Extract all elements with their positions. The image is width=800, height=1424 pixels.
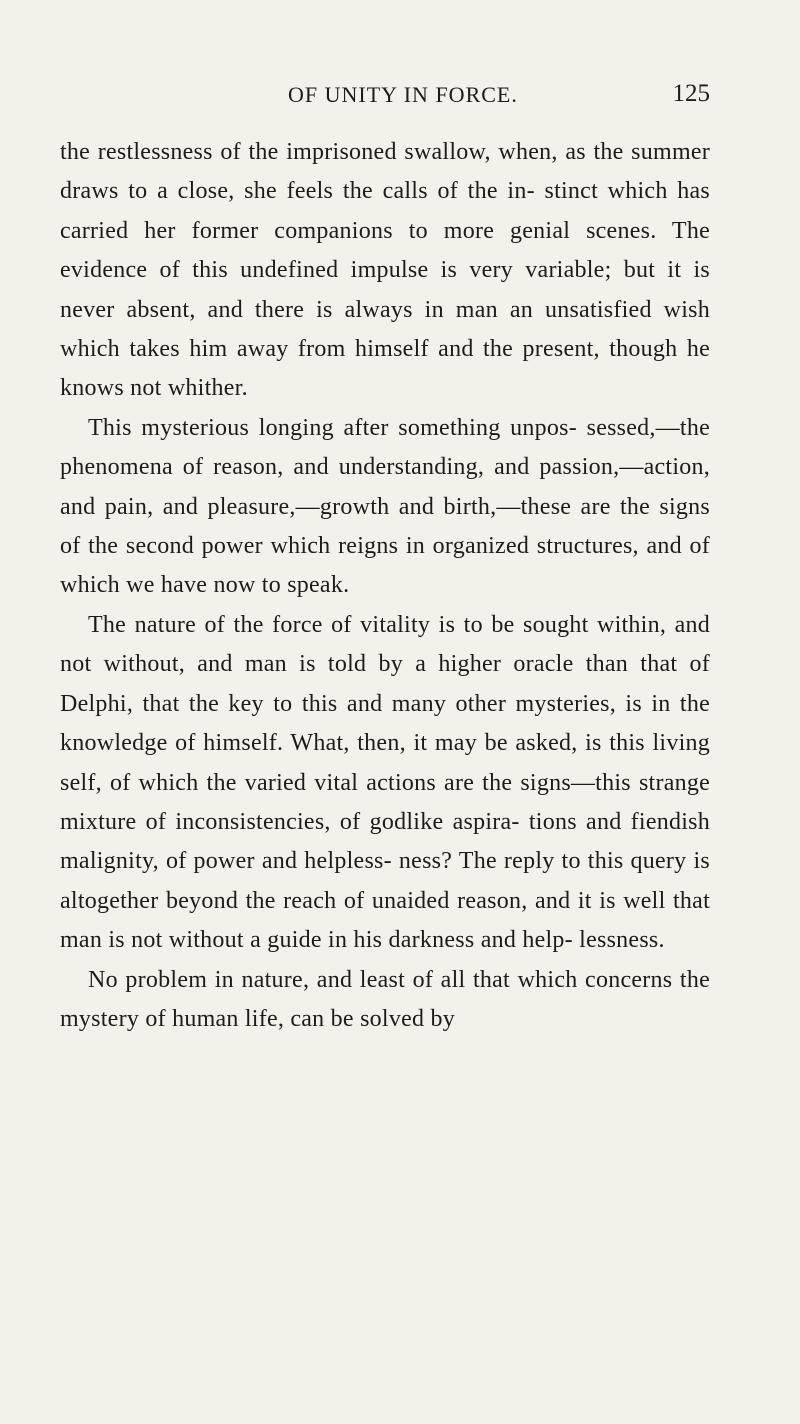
paragraph: The nature of the force of vitality is to be sought within, and not without, and man is told by a higher oracle than that of Delphi, that the key to this and many other mysteries, is in the knowledge of himself. What, then, it may be asked, is this living self, of which the varied vital actions are the signs—this strange mixture of inconsistencies, of godlike aspira- tions and fiendish malignity, of power and helpless- ness? The reply to this query is altogether beyond the reach of unaided reason, and it is well that man is not without a guide in his darkness and help- lessness. — [60, 611, 710, 954]
paragraph: This mysterious longing after something unpos- sessed,—the phenomena of reason, and understanding, and passion,—action, and pain, and pleasure,—growth and birth,—these are the signs of the second power which reigns in organized structures, and of which we have now to speak. — [60, 414, 710, 599]
paragraph: No problem in nature, and least of all that which concerns the mystery of human life, can be solved by — [60, 966, 710, 1032]
running-title: OF UNITY IN FORCE. — [288, 82, 518, 107]
paragraph-continued: the restlessness of the imprisoned swallow, when, as the summer draws to a close, she feels the calls of the in- stinct which has carried her former companions to more genial scenes. The evidence of this undefined impulse is very variable; but it is never absent, and there is always in man an unsatisfied wish which takes him away from himself and the present, though he knows not whither. — [60, 139, 710, 402]
page-number: 125 — [672, 80, 710, 107]
running-head — [60, 82, 710, 118]
body-text — [60, 133, 710, 1039]
